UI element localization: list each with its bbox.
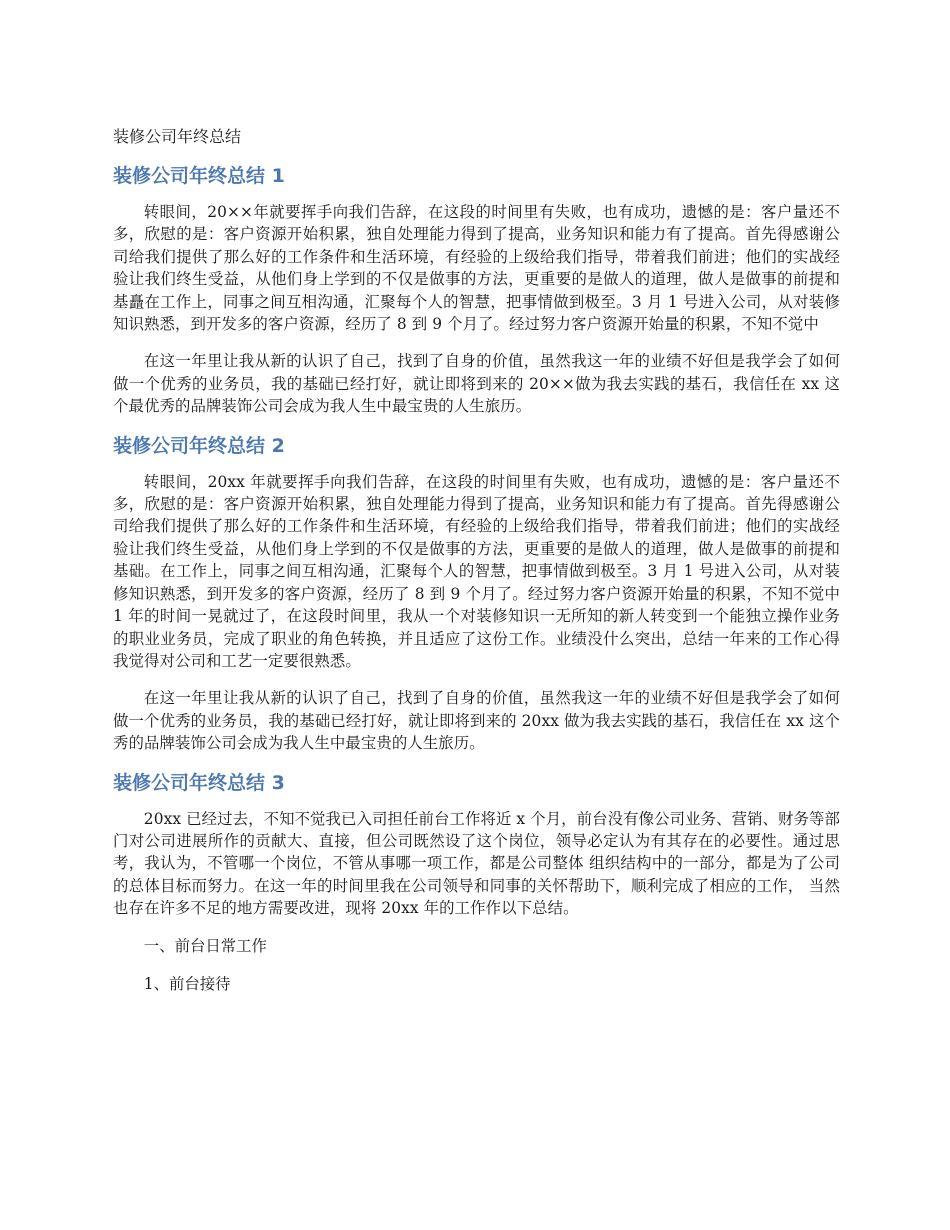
paragraph: 20xx 已经过去，不知不觉我已入司担任前台工作将近 x 个月，前台没有像公司业务、营销、财务等部门对公司进展所作的贡献大、直接，但公司既然设了这个岗位，领导必定认为有其存在的必要性。通过思考，我认为，不管哪一个岗位，不管从事哪一项工作，都是公司整体 组织结构中的一部分，都是为了公司的总体目标而努力。在这一年的时间里我在公司领导和同事的关怀帮助下，顺利完成了相应的工作， 当然也存在许多不足的地方需要改进，现将 20xx 年的工作作以下总结。 — [113, 809, 841, 918]
document-page — [113, 112, 840, 1011]
paragraph: 转眼间，20××年就要挥手向我们告辞，在这段的时间里有失败，也有成功，遗憾的是：客户量还不多，欣慰的是：客户资源开始积累，独自处理能力得到了提高，业务知识和能力有了提高。首先得感谢公司给我们提供了那么好的工作条件和生活环境，有经验的上级给我们指导，带着我们前进；他们的实战经验让我们终生受益，从他们身上学到的不仅是做事的方法，更重要的是做人的道理，做人是做事的前提和基矗在工作上，同事之间互相沟通，汇聚每个人的智慧，把事情做到极至。3 月 1 号进入公司，从对装修知识熟悉，到开发多的客户资源，经历了 8 到 9 个月了。经过努力客户资源开始量的积累，不知不觉中 — [113, 203, 840, 334]
list-item: 一、前台日常工作 — [143, 936, 267, 955]
list-item: 1、前台接待 — [143, 974, 231, 993]
paragraph: 转眼间，20xx 年就要挥手向我们告辞，在这段的时间里有失败，也有成功，遗憾的是：客户量还不多，欣慰的是：客户资源开始积累，独自处理能力得到了提高，业务知识和能力有了提高。首先得感谢公司给我们提供了那么好的工作条件和生活环境，有经验的上级给我们指导，带着我们前进；他们的实战经验让我们终生受益，从他们身上学到的不仅是做事的方法，更重要的是做人的道理，做人是做事的前提和基础。在工作上，同事之间互相沟通，汇聚每个人的智慧，把事情做到极至。3 月 1 号进入公司，从对装修知识熟悉，到开发多的客户资源，经历了 8 到 9 个月了。经过努力客户资源开始量的积累，不知不觉中 1 年的时间一晃就过了，在这段时间里，我从一个对装修知识一无所知的新人转变到一个能独立操作业务的职业业务员，完成了职业的角色转换，并且适应了这份工作。业绩没什么突出，总结一年来的工作心得我觉得对公司和工艺一定要很熟悉。 — [113, 472, 840, 670]
section-1 — [113, 163, 840, 418]
paragraph: 在这一年里让我从新的认识了自己，找到了自身的价值，虽然我这一年的业绩不好但是我学会了如何做一个优秀的业务员，我的基础已经打好，就让即将到来的 20××做为我去实践的基石，我信任在 xx 这个最优秀的品牌装饰公司会成为我人生中最宝贵的人生旅历。 — [113, 352, 840, 416]
section-heading: 装修公司年终总结 1 — [113, 165, 285, 187]
section-heading: 装修公司年终总结 2 — [113, 434, 285, 457]
paragraph: 在这一年里让我从新的认识了自己，找到了自身的价值，虽然我这一年的业绩不好但是我学会了如何做一个优秀的业务员，我的基础已经打好，就让即将到来的 20xx 做为我去实践的基石，我信任在 xx 这个秀的品牌装饰公司会成为我人生中最宝贵的人生旅历。 — [113, 689, 840, 753]
section-2 — [113, 433, 840, 755]
document-title: 装修公司年终总结 — [113, 127, 242, 146]
section-heading: 装修公司年终总结 3 — [113, 771, 285, 794]
section-3 — [113, 770, 840, 996]
